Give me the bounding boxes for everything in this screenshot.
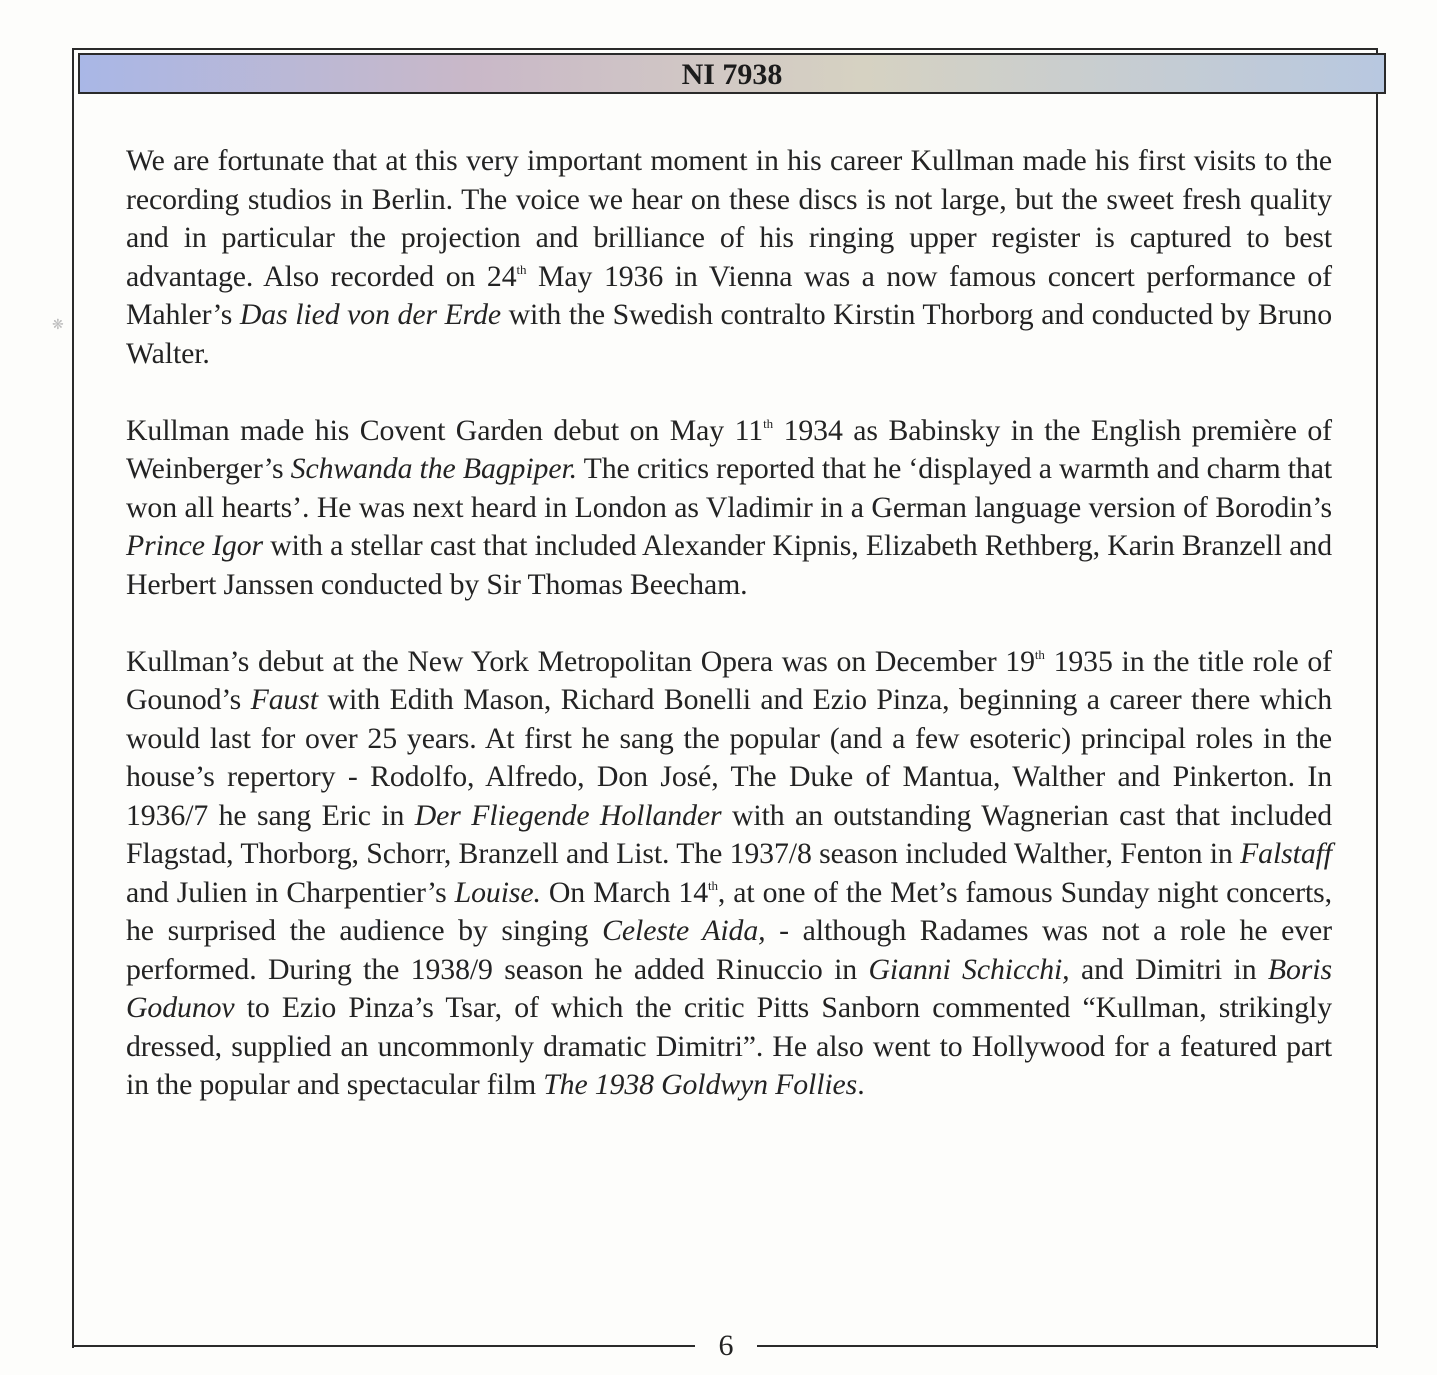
paragraph xyxy=(126,412,1332,605)
text-run: with a stellar cast that included Alexander Kipnis, Elizabeth Rethberg, Karin Branzell and Herbert Janssen conducted by Sir Thomas Beecham. xyxy=(126,529,1332,601)
scan-speck: ❋ xyxy=(52,317,64,333)
text-run: 1935 in the title role of Gounod’s xyxy=(126,644,1332,716)
ordinal-suffix: th xyxy=(708,877,718,893)
text-run: . xyxy=(857,1068,865,1101)
italic-title: Prince Igor xyxy=(126,529,263,562)
italic-title: The 1938 Goldwyn Follies xyxy=(543,1068,858,1101)
text-run: 1934 as Babinsky in the English première of Weinberger’s xyxy=(126,413,1332,485)
catalog-number: NI 7938 xyxy=(681,58,783,91)
page-number: 6 xyxy=(718,1329,734,1362)
italic-title: Celeste Aida, xyxy=(602,914,766,947)
footer-rule-right xyxy=(757,1345,1378,1347)
body-text xyxy=(126,142,1332,1143)
text-run: Kullman made his Covent Garden debut on May 11 xyxy=(126,413,764,447)
italic-title: Gianni Schicchi, xyxy=(868,952,1070,986)
text-run: with the Swedish contralto Kirstin Thorborg and conducted by Bruno Walter. xyxy=(126,298,1332,370)
text-run: , at one of the Met’s famous Sunday night concerts, he surprised the audience by singing xyxy=(126,875,1332,947)
text-run: and Julien in Charpentier’s xyxy=(126,875,455,909)
text-run: - although Radames was not a role he ever performed. During the 1938/9 season he added Rinuccio in xyxy=(126,914,1332,986)
ordinal-suffix: th xyxy=(1034,646,1045,662)
paragraph xyxy=(126,142,1332,373)
italic-title: Boris Godunov xyxy=(126,952,1332,1024)
text-run: We are fortunate that at this very important moment in his career Kullman made his first visits to the recording studios in Berlin. The voice we hear on these discs is not large, but the sweet fresh quality and in particular the projection and brilliance of his ringing upper register is captured to best advantage. Also recorded on 24 xyxy=(126,144,1332,293)
paragraph xyxy=(126,643,1332,1105)
ordinal-suffix: th xyxy=(763,415,774,431)
footer-rule-left xyxy=(72,1345,695,1347)
italic-title: Falstaff xyxy=(1240,837,1332,870)
italic-title: Das lied von der Erde xyxy=(239,298,501,331)
text-run: and Dimitri in xyxy=(1069,952,1268,986)
text-run: Kullman’s debut at the New York Metropolitan Opera was on December 19 xyxy=(126,644,1035,678)
catalog-header-bar xyxy=(78,53,1386,94)
ordinal-suffix: th xyxy=(516,261,527,277)
text-run: The critics reported that he ‘displayed a warmth and charm that won all hearts’. He was next heard in London as Vladimir in a German language version of Borodin’s xyxy=(126,452,1333,524)
italic-title: Schwanda the Bagpiper. xyxy=(290,452,577,485)
text-run: May 1936 in Vienna was a now famous concert performance of Mahler’s xyxy=(126,259,1332,331)
text-run: On March 14 xyxy=(540,875,708,909)
text-run: with Edith Mason, Richard Bonelli and Ezio Pinza, beginning a career there which would last for over 25 years. At first he sang the popular (and a few esoteric) principal roles in the house’s repertory - Rodolfo, Alfredo, Don José, The Duke of Mantua, Walther and Pinkerton. In 1936/7 he sang Eric in xyxy=(126,683,1333,832)
italic-title: Faust xyxy=(250,683,318,716)
italic-title: Louise. xyxy=(454,875,541,909)
text-run: to Ezio Pinza’s Tsar, of which the critic Pitts Sanborn commented “Kullman, strikingly dressed, supplied an uncommonly dramatic Dimitri”. He also went to Hollywood for a featured part in the popular and spectacular film xyxy=(126,991,1332,1101)
italic-title: Der Fliegende Hollander xyxy=(414,798,722,832)
text-run: with an outstanding Wagnerian cast that included Flagstad, Thorborg, Schorr, Branzell and List. The 1937/8 season included Walther, Fenton in xyxy=(126,798,1332,870)
